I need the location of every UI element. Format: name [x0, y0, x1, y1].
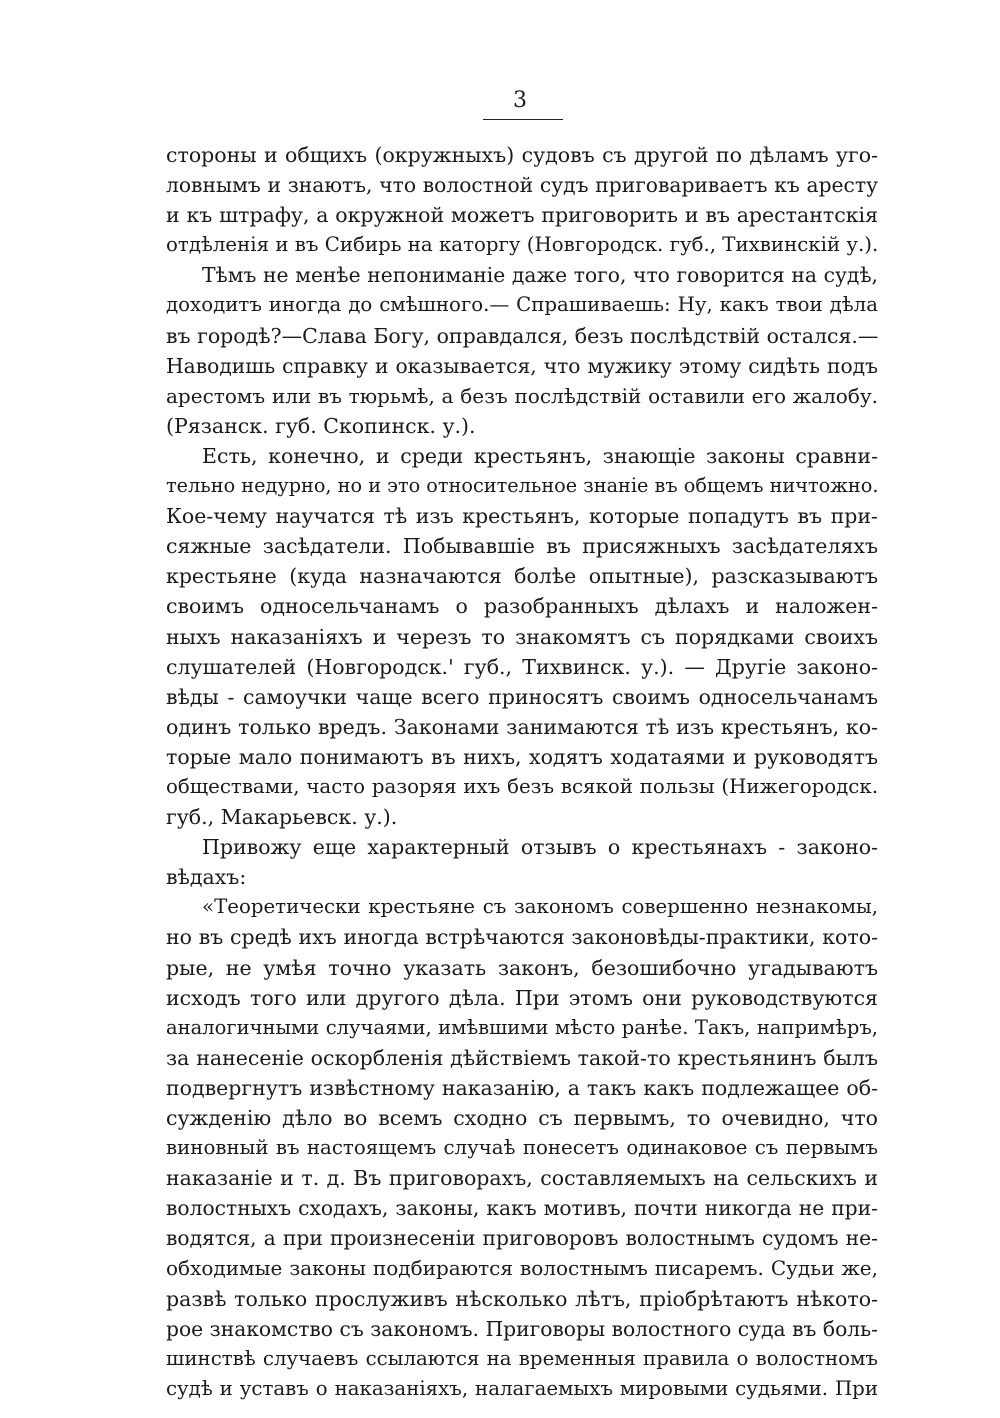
text-line: ныхъ наказаніяхъ и черезъ то знакомятъ съ порядками своихъ	[166, 624, 878, 649]
text-line: и къ штрафу, а окружной можетъ приговорить и въ арестантскія	[166, 203, 878, 228]
text-line: вѣдахъ:	[166, 865, 247, 890]
text-line: за нанесеніе оскорбленія дѣйствіемъ такой-то крестьянинъ былъ	[166, 1045, 878, 1070]
text-line: наказаніе и т. д. Въ приговорахъ, составляемыхъ на сельскихъ и	[166, 1166, 878, 1191]
text-line: сяжные засѣдатели. Побывавшіе въ присяжныхъ засѣдателяхъ	[166, 534, 878, 559]
text-line: развѣ только прослуживъ нѣсколько лѣтъ, пріобрѣтаютъ нѣкото-	[166, 1286, 878, 1311]
text-line: водятся, а при произнесеніи приговоровъ волостнымъ судомъ не-	[166, 1226, 878, 1251]
text-line: отдѣленія и въ Сибирь на каторгу (Новгородск. губ., Тихвинскій у.).	[166, 233, 879, 257]
text-line: стороны и общихъ (окружныхъ) судовъ съ другой по дѣламъ уго-	[166, 143, 878, 167]
text-line: исходъ того или другого дѣла. При этомъ они руководствуются	[166, 985, 878, 1010]
text-line: Есть, конечно, и среди крестьянъ, знающіе законы сравни-	[202, 443, 878, 468]
text-line: шинствѣ случаевъ ссылаются на временныя правила о волостномъ	[166, 1346, 878, 1370]
text-line: виновный въ настоящемъ случаѣ понесетъ одинаковое съ первымъ	[166, 1136, 878, 1160]
text-line: губ., Макарьевск. у.).	[166, 805, 398, 830]
text-line: рое знакомство съ закономъ. Приговоры волостного суда въ боль-	[166, 1316, 878, 1341]
text-line: «Теоретически крестьяне съ закономъ совершенно незнакомы,	[202, 895, 878, 919]
text-line: сужденію дѣло во всемъ сходно съ первымъ, то очевидно, что	[166, 1106, 878, 1130]
text-line: ловнымъ и знаютъ, что волостной судъ приговариваетъ къ аресту	[166, 173, 878, 198]
text-line: Тѣмъ не менѣе непониманіе даже того, что говорится на судѣ,	[202, 263, 878, 288]
page-number-rule	[483, 119, 563, 120]
text-line: Наводишь справку и оказывается, что мужику этому сидѣть подъ	[166, 353, 878, 378]
page-number: 3	[513, 88, 527, 113]
text-line: доходитъ иногда до смѣшного.— Спрашиваешь: Ну, какъ твои дѣла	[166, 293, 878, 317]
body-text	[166, 140, 878, 1404]
text-line: крестьяне (куда назначаются болѣе опытные), разсказываютъ	[166, 564, 878, 589]
text-line: арестомъ или въ тюрьмѣ, а безъ послѣдствій оставили его жалобу.	[166, 383, 878, 408]
text-line: Привожу еще характерный отзывъ о крестьянахъ - законо-	[202, 835, 878, 860]
text-line: Кое-чему научатся тѣ изъ крестьянъ, которые попадутъ въ при-	[166, 504, 878, 529]
text-line: слушателей (Новгородск.' губ., Тихвинск. у.). — Другіе законо-	[166, 654, 878, 679]
text-line: тельно недурно, но и это относительное знаніе въ общемъ ничтожно.	[166, 474, 879, 498]
text-line: но въ средѣ ихъ иногда встрѣчаются законовѣды-практики, кото-	[166, 925, 878, 950]
text-line: торые мало понимаютъ въ нихъ, ходятъ ходатаями и руководятъ	[166, 744, 878, 769]
text-line: рые, не умѣя точно указать законъ, безошибочно угадываютъ	[166, 955, 878, 980]
text-line: (Рязанск. губ. Скопинск. у.).	[166, 413, 476, 438]
text-line: обходимые законы подбираются волостнымъ писаремъ. Судьи же,	[166, 1256, 878, 1281]
text-line: подвергнутъ извѣстному наказанію, а такъ какъ подлежащее об-	[166, 1075, 878, 1100]
text-line: волостныхъ сходахъ, законы, какъ мотивъ, почти никогда не при-	[166, 1196, 878, 1221]
text-line: обществами, часто разоряя ихъ безъ всякой пользы (Нижегородск.	[166, 774, 878, 798]
text-line: въ городѣ?—Слава Богу, оправдался, безъ послѣдствій остался.—	[166, 323, 879, 348]
text-line: своимъ односельчанамъ о разобранныхъ дѣлахъ и наложен-	[166, 594, 878, 619]
text-line: аналогичными случаями, имѣвшими мѣсто ранѣе. Такъ, напримѣръ,	[166, 1015, 878, 1039]
text-line: вѣды - самоучки чаще всего приносятъ своимъ односельчанамъ	[166, 684, 878, 709]
text-line: судѣ и уставъ о наказаніяхъ, налагаемыхъ мировыми судьями. При	[166, 1376, 878, 1400]
text-line: одинъ только вредъ. Законами занимаются тѣ изъ крестьянъ, ко-	[166, 714, 878, 739]
